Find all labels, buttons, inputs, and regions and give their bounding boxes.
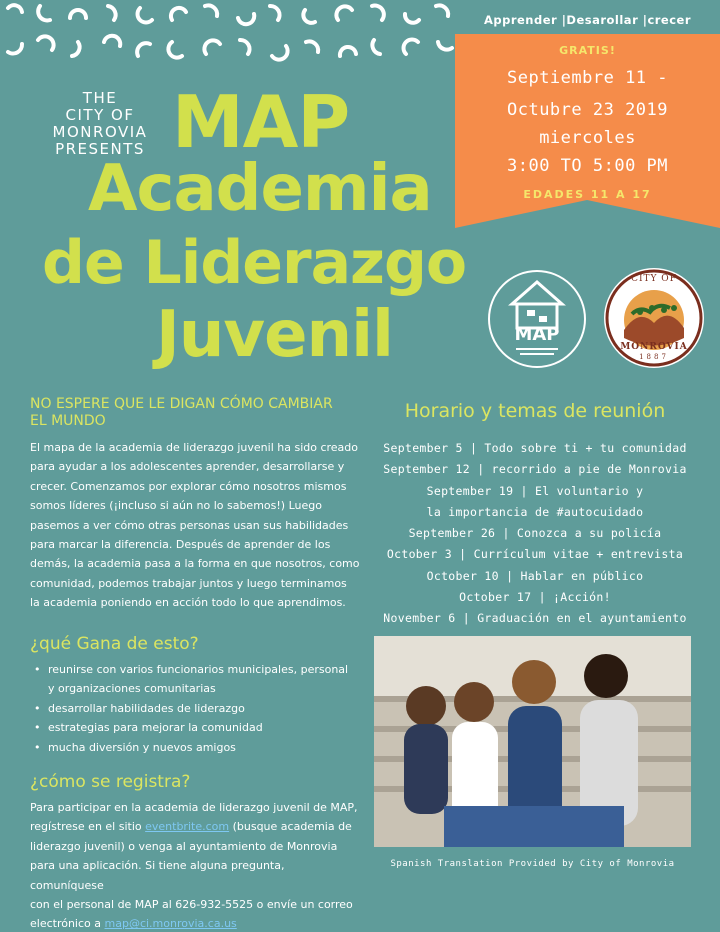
- schedule-line: la importancia de #autocuidado: [426, 504, 644, 519]
- presenter-line-2: CITY OF: [65, 106, 135, 124]
- intro-heading: [30, 396, 370, 430]
- schedule-line: October 10 | Hablar en público: [426, 568, 644, 583]
- presenter-line-3: MONROVIA: [52, 123, 148, 141]
- schedule-line: October 17 | ¡Acción!: [459, 590, 611, 605]
- teens-photo: [374, 636, 691, 847]
- intro-line: demás, la academia pasa a la forma en que nosotros, como: [30, 557, 360, 571]
- schedule-line: September 12 | recorrido a pie de Monrovia: [383, 462, 687, 477]
- schedule-line: September 5 | Todo sobre ti + tu comunidad: [383, 441, 687, 455]
- list-item-text: desarrollar habilidades de liderazgo: [48, 701, 245, 715]
- schedule-title: Horario y temas de reunión: [404, 400, 666, 422]
- city-seal: [604, 268, 704, 368]
- banner-time: 3:00 TO 5:00 PM: [506, 156, 669, 176]
- city-seal-top: CITY OF: [631, 274, 677, 284]
- title-juvenil: Juvenil: [156, 298, 393, 372]
- schedule-line: September 26 | Conozca a su policía: [408, 526, 662, 541]
- register-line-5: con el personal de MAP al 626-932-5525 o envíe un correo: [30, 898, 353, 912]
- register-line-2: [30, 817, 360, 836]
- email-link[interactable]: map@ci.monrovia.ca.us: [104, 917, 237, 931]
- banner-weekday: miercoles: [539, 128, 636, 148]
- banner-date-end: Octubre 23 2019: [506, 100, 669, 120]
- bullet-icon: •: [34, 721, 41, 735]
- list-item-text: reunirse con varios funcionarios municipales, personal: [48, 663, 349, 676]
- schedule-line: November 6 | Graduación en el ayuntamiento: [383, 611, 687, 626]
- list-item: [30, 718, 360, 737]
- schedule-line: October 3 | Currículum vitae + entrevista: [386, 547, 684, 562]
- intro-heading-line-2: EL MUNDO: [30, 413, 106, 429]
- presenter-line-4: PRESENTS: [55, 140, 145, 158]
- city-seal-name: MONROVIA: [620, 342, 688, 352]
- presenter-line-1: THE: [82, 89, 118, 107]
- list-item: [30, 660, 360, 679]
- list-item-text: y organizaciones comunitarias: [48, 682, 216, 696]
- register-text: electrónico a: [30, 917, 105, 931]
- register-line-6: [30, 914, 360, 932]
- list-item-continuation: [30, 679, 360, 698]
- intro-heading-line-1: NO ESPERE QUE LE DIGAN CÓMO CAMBIAR: [30, 396, 333, 412]
- register-line-1: Para participar en la academia de liderazgo juvenil de MAP,: [30, 801, 358, 814]
- bullet-icon: •: [34, 701, 41, 715]
- schedule-line: September 19 | El voluntario y: [426, 483, 644, 498]
- title-map: MAP: [172, 80, 350, 164]
- city-seal-year: 1887: [639, 353, 669, 361]
- intro-line: para marcar la diferencia. Después de aprender de los: [30, 538, 331, 552]
- gain-heading: ¿qué Gana de esto?: [30, 634, 199, 654]
- event-banner: [455, 0, 720, 228]
- bullet-icon: •: [34, 663, 41, 676]
- schedule-list: [365, 438, 705, 630]
- photo-caption: Spanish Translation Provided by City of Monrovia: [390, 859, 675, 869]
- register-paragraph: [30, 798, 360, 932]
- list-item: [30, 699, 360, 718]
- map-logo-rule: [516, 348, 558, 350]
- intro-line: pasemos a ver cómo otras personas usan sus habilidades: [30, 518, 349, 532]
- register-line-3: liderazgo juvenil) o venga al ayuntamiento de Monrovia: [30, 839, 338, 853]
- intro-line: crecer. Comenzamos por explorar cómo nosotros mismos: [30, 479, 347, 493]
- intro-line: para ayudar a los adolescentes aprender, desarrollarse y: [30, 460, 345, 474]
- list-item-text: mucha diversión y nuevos amigos: [48, 740, 236, 754]
- intro-line: comunidad, podemos trabajar juntos y luego terminamos: [30, 576, 347, 590]
- banner-ages: EDADES 11 A 17: [523, 188, 652, 201]
- map-house-icon: [490, 272, 584, 366]
- bullet-icon: •: [34, 740, 41, 754]
- intro-line: El mapa de la academia de liderazgo juvenil ha sido creado: [30, 441, 359, 454]
- register-heading: ¿cómo se registra?: [30, 772, 191, 792]
- map-logo-rule-2: [520, 353, 554, 355]
- intro-line: la academia poniendo en acción todo lo que aprendimos.: [30, 596, 346, 610]
- decorative-arcs: [0, 0, 460, 70]
- register-text: regístrese en el sitio: [30, 820, 146, 834]
- register-line-4: para una aplicación. Si tiene alguna pregunta, comuníquese: [30, 859, 285, 892]
- banner-date-start: Septiembre 11 -: [506, 68, 669, 88]
- title-liderazgo: de Liderazgo: [42, 228, 467, 298]
- banner-free-label: GRATIS!: [559, 44, 616, 57]
- eventbrite-link[interactable]: eventbrite.com: [145, 820, 230, 834]
- presenter-block: [44, 90, 156, 158]
- register-text: (busque academia de: [229, 820, 352, 834]
- list-item-text: estrategias para mejorar la comunidad: [48, 721, 263, 735]
- intro-paragraph: [30, 438, 360, 613]
- gain-list: [30, 660, 360, 757]
- list-item: [30, 738, 360, 757]
- map-logo: [488, 270, 586, 368]
- intro-line: somos líderes (¡incluso si aún no lo sabemos!) Luego: [30, 499, 322, 513]
- map-logo-text: MAP: [514, 324, 560, 345]
- banner-tagline: Apprender |Desarollar |crecer: [483, 13, 692, 27]
- title-academia: Academia: [88, 152, 432, 226]
